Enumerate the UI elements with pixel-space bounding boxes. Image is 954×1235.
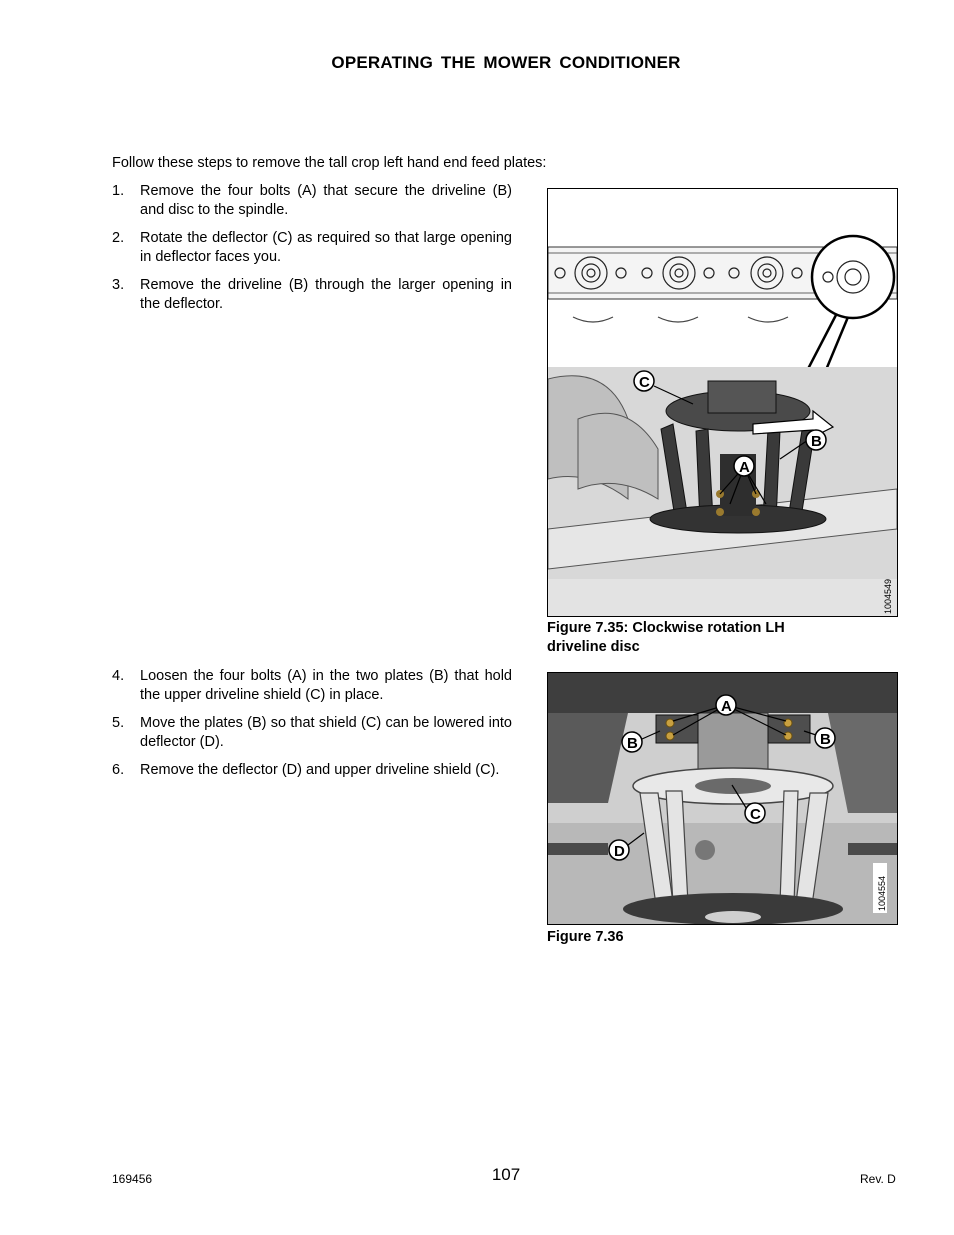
step-number: 2.	[112, 230, 125, 246]
callout-a: A	[721, 698, 732, 715]
step-number: 5.	[112, 715, 125, 731]
callout-c: C	[639, 374, 650, 391]
figure-image-id: 1004549	[883, 578, 893, 614]
page-number: 107	[491, 1165, 521, 1184]
figure-7-36-image	[547, 672, 898, 925]
step-text: Remove the deflector (D) and upper driveline shield (C).	[140, 762, 500, 778]
steps-list-2	[112, 667, 512, 789]
step-text: Loosen the four bolts (A) in the two plates (B) that hold the upper driveline shield (C) in place.	[140, 668, 512, 703]
callout-b-right: B	[820, 731, 831, 748]
intro-text: Follow these steps to remove the tall crop left hand end feed plates:	[112, 155, 547, 171]
callout-a: A	[739, 459, 750, 476]
step-text: Remove the four bolts (A) that secure the driveline (B) and disc to the spindle.	[140, 183, 512, 218]
step-1	[112, 182, 512, 220]
revision-label: Rev. D	[860, 1172, 896, 1186]
document-number: 169456	[112, 1172, 153, 1186]
figure-7-35-caption: Figure 7.35: Clockwise rotation LH driveline disc	[547, 620, 785, 655]
figure-7-35-image	[547, 188, 898, 617]
step-number: 3.	[112, 277, 125, 293]
figure-image-id: 1004554	[877, 875, 887, 911]
step-text: Move the plates (B) so that shield (C) can be lowered into deflector (D).	[140, 715, 512, 750]
step-number: 1.	[112, 183, 125, 199]
step-5	[112, 714, 512, 752]
step-4	[112, 667, 512, 705]
step-3	[112, 276, 512, 314]
figure-7-36-caption: Figure 7.36	[547, 929, 624, 945]
step-number: 4.	[112, 668, 125, 684]
page-header-title: OPERATING THE MOWER CONDITIONER	[331, 53, 681, 72]
steps-list-1	[112, 182, 512, 323]
step-text: Remove the driveline (B) through the larger opening in the deflector.	[140, 277, 512, 312]
step-number: 6.	[112, 762, 125, 778]
step-2	[112, 229, 512, 267]
step-text: Rotate the deflector (C) as required so that large opening in deflector faces you.	[140, 230, 512, 265]
callout-c: C	[750, 806, 761, 823]
step-6	[112, 761, 512, 780]
callout-d: D	[614, 843, 625, 860]
callout-b: B	[811, 433, 822, 450]
callout-b-left: B	[627, 735, 638, 752]
